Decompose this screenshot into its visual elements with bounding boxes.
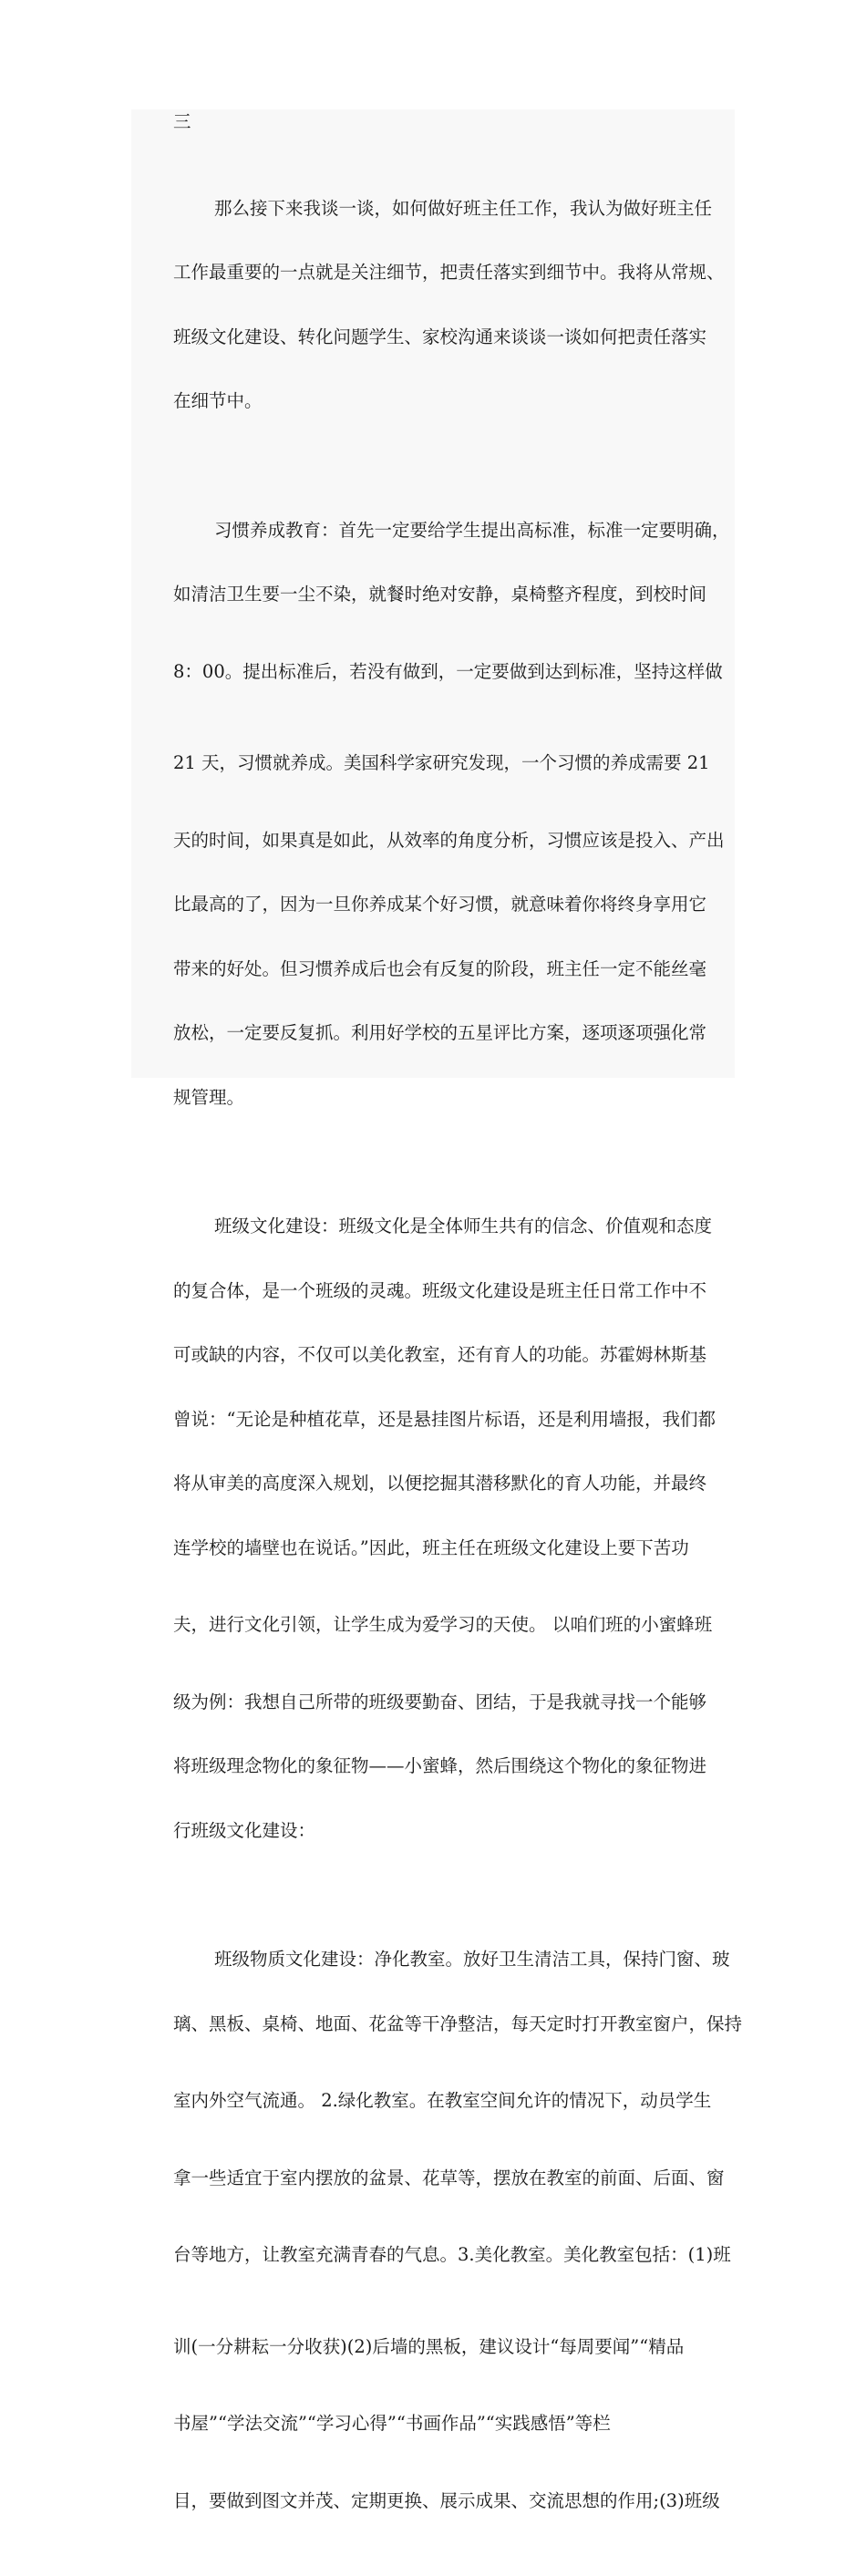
paragraph-class-culture	[132, 1173, 737, 1884]
text-line: 书屋”“学法交流”“学习心得”“书画作品”“实践感悟”等栏	[173, 2413, 611, 2434]
text-line: 规管理。	[173, 1086, 245, 1108]
text-line: 班级物质文化建设：净化教室。放好卫生清洁工具，保持门窗、玻	[214, 1949, 730, 1970]
text-line: 将从审美的高度深入规划，以便挖掘其潜移默化的育人功能，并最终	[173, 1473, 707, 1494]
text-line: 台等地方，让教室充满青春的气息。3.美化教室。美化教室包括：(1)班	[173, 2244, 731, 2265]
text-line: 习惯养成教育：首先一定要给学生提出高标准，标准一定要明确，	[214, 519, 730, 541]
text-line: 夫，进行文化引领，让学生成为爱学习的天使。 以咱们班的小蜜蜂班	[173, 1614, 713, 1635]
text-line: 班级文化建设、转化问题学生、家校沟通来谈谈一谈如何把责任落实	[173, 326, 707, 347]
text-line: 在细节中。	[173, 390, 263, 411]
text-line: 如清洁卫生要一尘不染，就餐时绝对安静，桌椅整齐程度，到校时间	[173, 584, 707, 605]
text-line: 8：00。提出标准后，若没有做到，一定要做到达到标准，坚持这样做	[173, 660, 723, 682]
paragraph-habit-education	[132, 477, 737, 1152]
text-line: 行班级文化建设：	[173, 1819, 316, 1841]
text-line: 璃、黑板、桌椅、地面、花盆等干净整洁，每天定时打开教室窗户，保持	[173, 2012, 743, 2034]
text-line: 目，要做到图文并茂、定期更换、展示成果、交流思想的作用;(3)班级	[173, 2489, 720, 2511]
text-line: 训(一分耕耘一分收获)(2)后墙的黑板，建议设计“每周要闻”“精品	[173, 2335, 685, 2357]
paragraph-material-culture	[132, 1906, 743, 2554]
text-line: 班级文化建设：班级文化是全体师生共有的信念、价值观和态度	[214, 1216, 713, 1236]
paragraph-intro	[132, 155, 737, 455]
text-line: 可或缺的内容，不仅可以美化教室，还有育人的功能。苏霍姆林斯基	[173, 1344, 707, 1365]
text-line: 工作最重要的一点就是关注细节，把责任落实到细节中。我将从常规、	[173, 262, 725, 283]
text-line: 那么接下来我谈一谈，如何做好班主任工作，我认为做好班主任	[214, 197, 713, 219]
text-line: 21 天，习惯就养成。美国科学家研究发现，一个习惯的养成需要 21	[173, 752, 710, 773]
text-line: 放松，一定要反复抓。利用好学校的五星评比方案，逐项逐项强化常	[173, 1022, 707, 1043]
text-line: 拿一些适宜于室内摆放的盆景、花草等，摆放在教室的前面、后面、窗	[173, 2167, 725, 2188]
section-number: 三	[173, 111, 191, 132]
text-line: 带来的好处。但习惯养成后也会有反复的阶段，班主任一定不能丝毫	[173, 957, 707, 979]
text-line: 级为例：我想自己所带的班级要勤奋、团结，于是我就寻找一个能够	[173, 1691, 707, 1712]
text-line: 连学校的墙壁也在说话。”因此，班主任在班级文化建设上要下苦功	[173, 1536, 689, 1558]
text-line: 天的时间，如果真是如此，从效率的角度分析，习惯应该是投入、产出	[173, 829, 725, 851]
document-body	[132, 111, 743, 2576]
text-line: 的复合体，是一个班级的灵魂。班级文化建设是班主任日常工作中不	[173, 1279, 707, 1301]
text-line: 将班级理念物化的象征物——小蜜蜂，然后围绕这个物化的象征物进	[173, 1755, 707, 1776]
text-line: 比最高的了，因为一旦你养成某个好习惯，就意味着你将终身享用它	[173, 894, 707, 915]
text-line: 室内外空气流通。 2.绿化教室。在教室空间允许的情况下，动员学生	[173, 2090, 712, 2111]
text-line: 曾说：“无论是种植花草，还是悬挂图片标语，还是利用墙报，我们都	[173, 1408, 716, 1430]
